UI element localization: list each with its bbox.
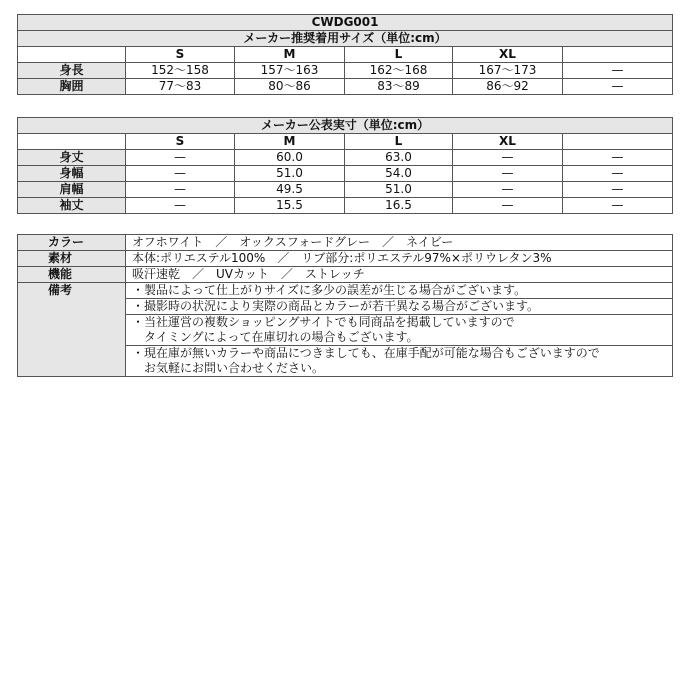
product-code: CWDG001 (18, 15, 673, 31)
row-label-height: 身長 (18, 63, 126, 79)
table-cell: — (563, 166, 673, 182)
table-cell: 152〜158 (126, 63, 235, 79)
size-l-header: L (345, 47, 453, 63)
table-cell: 77〜83 (126, 79, 235, 95)
table-cell: 157〜163 (235, 63, 345, 79)
table-cell: — (563, 182, 673, 198)
size-m-header: M (235, 47, 345, 63)
row-label-width: 身幅 (18, 166, 126, 182)
size-m-header: M (235, 134, 345, 150)
table-cell: 16.5 (345, 198, 453, 214)
table-row (18, 267, 673, 283)
table-cell: 63.0 (345, 150, 453, 166)
color-label: カラー (18, 235, 126, 251)
table-cell: — (563, 79, 673, 95)
table-row (18, 235, 673, 251)
row-label-length: 身丈 (18, 150, 126, 166)
table-cell: — (563, 198, 673, 214)
table-cell: — (453, 198, 563, 214)
corner-cell (18, 47, 126, 63)
size-extra-header (563, 134, 673, 150)
table-row (18, 79, 673, 95)
table-cell: 60.0 (235, 150, 345, 166)
table-cell: — (563, 63, 673, 79)
table-cell: 49.5 (235, 182, 345, 198)
size-xl-header: XL (453, 134, 563, 150)
table-row (18, 63, 673, 79)
recommended-size-title: メーカー推奨着用サイズ（単位:cm） (18, 31, 673, 47)
row-label-shoulder: 肩幅 (18, 182, 126, 198)
corner-cell (18, 134, 126, 150)
actual-size-title: メーカー公表実寸（単位:cm） (18, 118, 673, 134)
note-line: ・製品によって仕上がりサイズに多少の誤差が生じる場合がございます。 (132, 283, 527, 297)
table-cell: — (126, 166, 235, 182)
table-cell: 51.0 (235, 166, 345, 182)
material-label: 素材 (18, 251, 126, 267)
size-xl-header: XL (453, 47, 563, 63)
note-item (126, 299, 673, 315)
table-row (18, 283, 673, 299)
table-cell: — (126, 182, 235, 198)
table-row (18, 182, 673, 198)
size-s-header: S (126, 134, 235, 150)
note-line: ・現在庫が無いカラーや商品につきましても、在庫手配が可能な場合もございますので (132, 346, 600, 360)
function-label: 機能 (18, 267, 126, 283)
row-label-chest: 胸囲 (18, 79, 126, 95)
table-cell: 83〜89 (345, 79, 453, 95)
table-cell: — (453, 166, 563, 182)
row-label-sleeve: 袖丈 (18, 198, 126, 214)
table-cell: 80〜86 (235, 79, 345, 95)
table-cell: 167〜173 (453, 63, 563, 79)
size-s-header: S (126, 47, 235, 63)
material-value: 本体:ポリエステル100% ／ リブ部分:ポリエステル97%×ポリウレタン3% (126, 251, 673, 267)
size-header-row (18, 134, 673, 150)
note-line: ・撮影時の状況により実際の商品とカラーが若干異なる場合がございます。 (132, 299, 540, 313)
size-extra-header (563, 47, 673, 63)
note-line: お気軽にお問い合わせください。 (132, 361, 325, 375)
note-line: ・当社運営の複数ショッピングサイトでも同商品を掲載していますので (132, 315, 515, 329)
table-cell: 51.0 (345, 182, 453, 198)
function-value: 吸汗速乾 ／ UVカット ／ ストレッチ (126, 267, 673, 283)
table-row (18, 198, 673, 214)
note-line: タイミングによって在庫切れの場合もございます。 (132, 330, 419, 344)
table-cell: 15.5 (235, 198, 345, 214)
table-cell: 162〜168 (345, 63, 453, 79)
table-cell: 86〜92 (453, 79, 563, 95)
note-item (126, 315, 673, 346)
note-item (126, 346, 673, 377)
table-cell: — (126, 198, 235, 214)
table-cell: — (563, 150, 673, 166)
recommended-size-table (17, 14, 672, 95)
table-row (18, 150, 673, 166)
table-cell: — (126, 150, 235, 166)
color-value: オフホワイト ／ オックスフォードグレー ／ ネイビー (126, 235, 673, 251)
size-header-row (18, 47, 673, 63)
table-cell: — (453, 182, 563, 198)
notes-label: 備考 (18, 283, 126, 377)
size-l-header: L (345, 134, 453, 150)
product-details-table (17, 234, 672, 377)
table-row (18, 251, 673, 267)
table-cell: 54.0 (345, 166, 453, 182)
table-cell: — (453, 150, 563, 166)
table-row (18, 166, 673, 182)
note-item (126, 283, 673, 299)
actual-size-table (17, 117, 672, 214)
